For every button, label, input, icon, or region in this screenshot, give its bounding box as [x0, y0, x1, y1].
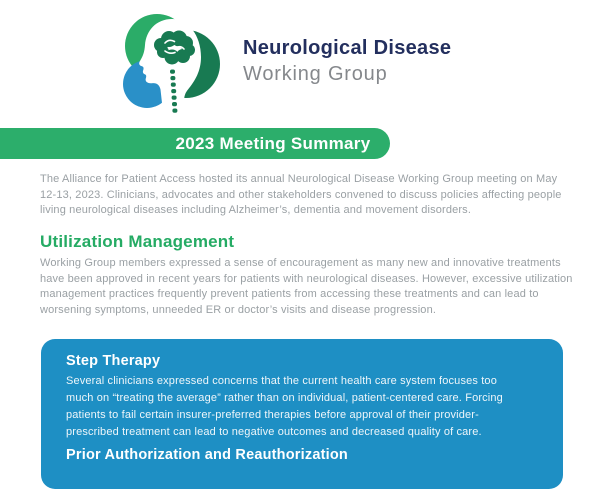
callout-heading-step-therapy: Step Therapy	[66, 353, 161, 369]
logo-subtitle: Working Group	[243, 63, 388, 85]
logo-title: Neurological Disease	[243, 37, 452, 59]
callout-box	[41, 339, 563, 489]
callout-heading-prior-authorization: Prior Authorization and Reauthorization	[66, 447, 348, 463]
brain-head-logo-icon	[120, 11, 220, 113]
section-heading-utilization-management: Utilization Management	[40, 232, 235, 251]
logo-wordmark	[243, 36, 451, 86]
section-body-utilization-management: Working Group members expressed a sense of encouragement as many new and innovative treatments have been approved in recent years for patients with neurological diseases. However, excessive utilization management practices frequently prevent patients from accessing these treatments and can lead to worsening symptoms, unneeded ER or doctor’s visits and disease progression.	[40, 257, 573, 316]
callout-body-step-therapy: Several clinicians expressed concerns that the current health care system focuses too much on “treating the average” rather than on individual, patient-centered care. Forcing patients to fail certain insurer-preferred therapies before approval of their provider-prescribed treatment can lead to negative outcomes and decreased quality of care.	[66, 375, 503, 438]
intro-paragraph: The Alliance for Patient Access hosted its annual Neurological Disease Working Group meeting on May 12-13, 2023. Clinicians, advocates and other stakeholders convened to discuss policies affecting people living neurological diseases including Alzheimer’s, dementia and movement disorders.	[40, 173, 562, 216]
meeting-summary-banner: 2023 Meeting Summary	[0, 128, 390, 159]
